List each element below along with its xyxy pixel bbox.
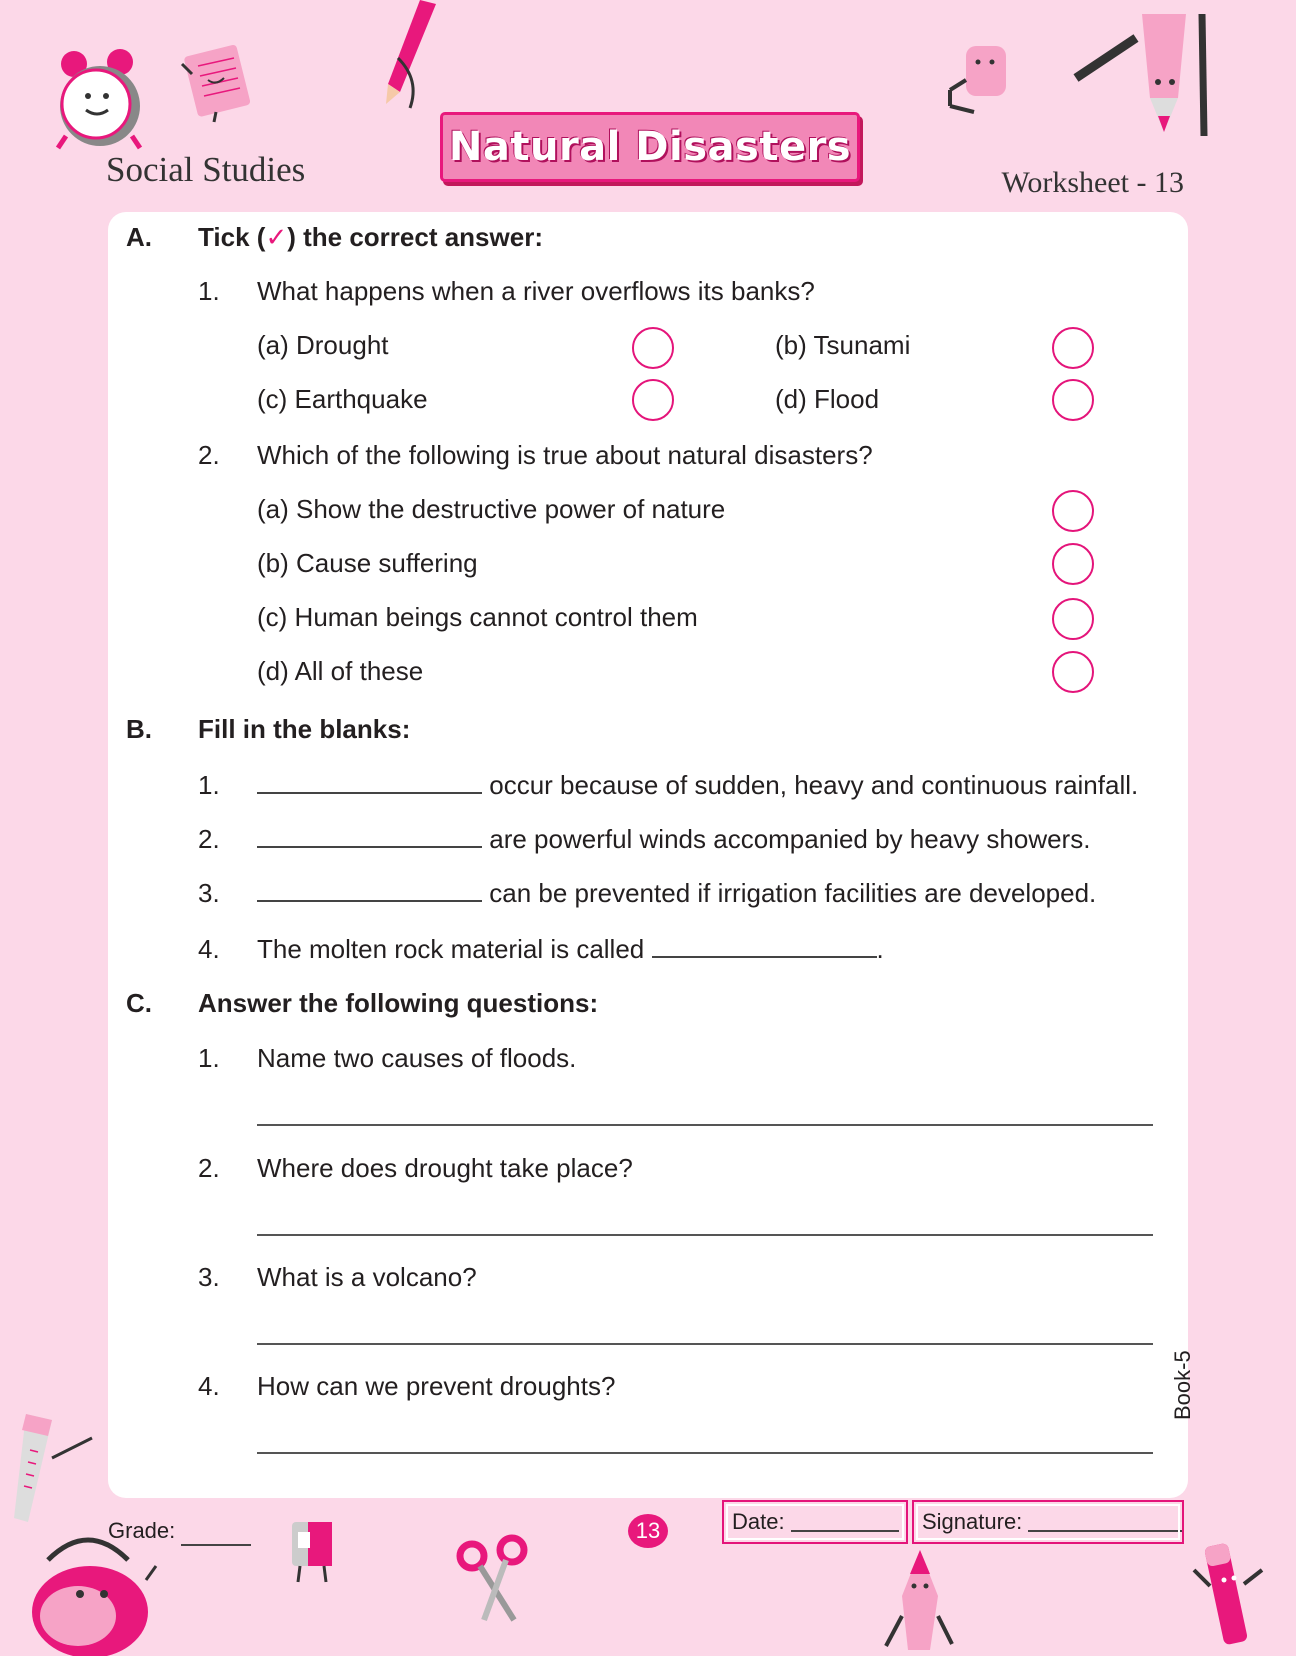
question-number: 2.: [198, 440, 220, 470]
answer-line[interactable]: [257, 1124, 1153, 1126]
fill-blank-item: [257, 770, 1138, 801]
grade-label: Grade:: [108, 1518, 176, 1543]
answer-checkbox[interactable]: [632, 327, 674, 369]
sharpener-icon: [284, 1516, 344, 1588]
option-label: (d) Flood: [775, 384, 880, 414]
ruler-character-icon: [8, 1410, 98, 1530]
answer-line[interactable]: [257, 1452, 1153, 1454]
fill-blank-text: can be prevented if irrigation facilities are developed.: [489, 878, 1097, 908]
question-text: Name two causes of floods.: [257, 1043, 577, 1073]
page-title-banner: [440, 112, 860, 182]
notepad-character-icon: [176, 44, 266, 124]
scissors-icon: [454, 1534, 534, 1624]
answer-checkbox[interactable]: [1052, 327, 1094, 369]
date-input[interactable]: [791, 1512, 899, 1532]
subject-label: Social Studies: [106, 150, 306, 189]
fill-blank-item: [257, 824, 1090, 855]
answer-checkbox[interactable]: [1052, 651, 1094, 693]
fill-blank-item: [257, 934, 884, 965]
page-title: Natural Disasters: [448, 124, 852, 170]
blank-input[interactable]: [257, 770, 482, 794]
blank-input[interactable]: [652, 934, 877, 958]
fill-blank-text: are powerful winds accompanied by heavy showers.: [489, 824, 1091, 854]
fill-blank-period: .: [876, 934, 884, 964]
question-number: 2.: [198, 824, 220, 854]
option-label: (b) Cause suffering: [257, 548, 478, 578]
section-a-heading: [198, 222, 543, 253]
section-c-heading: Answer the following questions:: [198, 988, 599, 1018]
option-label: (c) Earthquake: [257, 384, 428, 414]
question-text: Where does drought take place?: [257, 1153, 633, 1183]
answer-checkbox[interactable]: [1052, 490, 1094, 532]
worksheet-number: Worksheet - 13: [1001, 166, 1184, 199]
option-label: (c) Human beings cannot control them: [257, 602, 698, 632]
tick-mark-icon: ✓: [265, 222, 288, 252]
section-a-heading-pre: Tick (: [198, 222, 266, 252]
section-a-heading-post: ) the correct answer:: [287, 222, 543, 252]
answer-line[interactable]: [257, 1343, 1153, 1345]
date-label: Date:: [732, 1509, 785, 1534]
alarm-clock-icon: [52, 44, 152, 154]
signature-label: Signature:: [922, 1509, 1023, 1534]
question-number: 1.: [198, 276, 220, 306]
option-label: (b) Tsunami: [775, 330, 911, 360]
fill-blank-text: The molten rock material is called: [257, 934, 645, 964]
question-text: What is a volcano?: [257, 1262, 477, 1292]
section-b-letter: B.: [126, 714, 152, 744]
school-bag-icon: [18, 1520, 158, 1656]
option-label: (a) Show the destructive power of nature: [257, 494, 726, 524]
question-number: 4.: [198, 934, 220, 964]
section-c-letter: C.: [126, 988, 152, 1018]
signature-field[interactable]: [912, 1500, 1184, 1544]
question-number: 3.: [198, 878, 220, 908]
pencil-character-icon: [380, 0, 440, 110]
section-b-heading: Fill in the blanks:: [198, 714, 411, 744]
question-number: 3.: [198, 1262, 220, 1292]
signature-input[interactable]: [1028, 1512, 1182, 1532]
fill-blank-item: [257, 878, 1096, 909]
question-number: 2.: [198, 1153, 220, 1183]
answer-checkbox[interactable]: [1052, 379, 1094, 421]
option-label: (d) All of these: [257, 656, 424, 686]
fill-blank-text: occur because of sudden, heavy and continuous rainfall.: [489, 770, 1139, 800]
pencil-sharpener-character-icon: [1070, 8, 1210, 138]
answer-checkbox[interactable]: [1052, 543, 1094, 585]
blank-input[interactable]: [257, 824, 482, 848]
date-field[interactable]: [722, 1500, 908, 1544]
question-text: How can we prevent droughts?: [257, 1371, 616, 1401]
question-number: 1.: [198, 770, 220, 800]
question-number: 1.: [198, 1043, 220, 1073]
page-number-badge: 13: [628, 1514, 668, 1548]
eraser-character-icon: [944, 40, 1024, 120]
question-text: What happens when a river overflows its banks?: [257, 276, 815, 306]
blank-input[interactable]: [257, 878, 482, 902]
grade-input[interactable]: [181, 1518, 251, 1546]
question-text: Which of the following is true about natural disasters?: [257, 440, 873, 470]
crayon-character-icon: [880, 1546, 960, 1656]
answer-line[interactable]: [257, 1234, 1153, 1236]
answer-checkbox[interactable]: [632, 379, 674, 421]
book-label: Book-5: [1170, 1350, 1195, 1420]
section-a-letter: A.: [126, 222, 152, 252]
option-label: (a) Drought: [257, 330, 389, 360]
pen-character-icon: [1188, 1540, 1268, 1656]
question-number: 4.: [198, 1371, 220, 1401]
answer-checkbox[interactable]: [1052, 598, 1094, 640]
